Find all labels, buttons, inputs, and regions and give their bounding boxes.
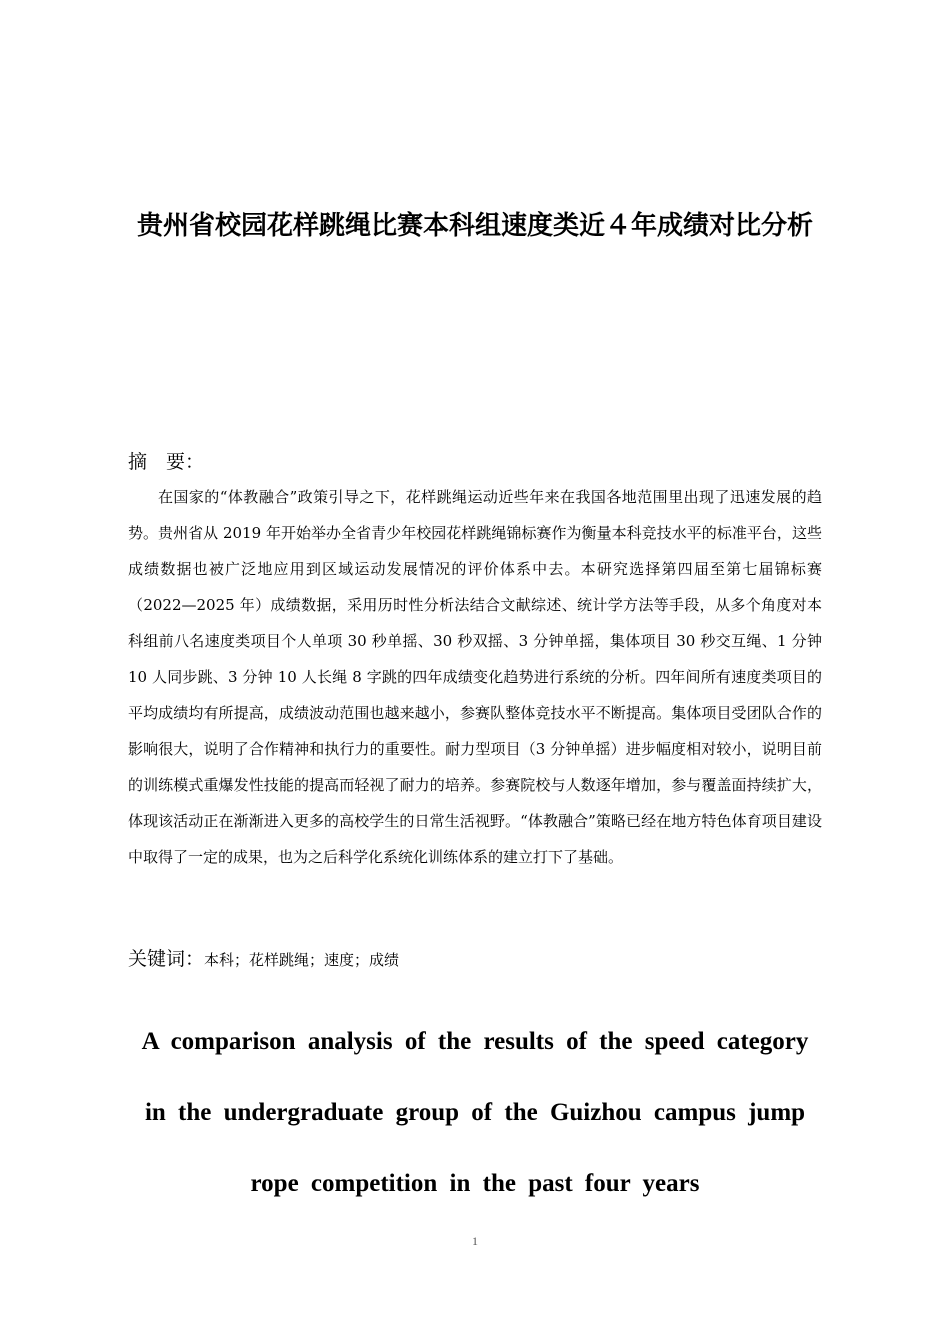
abstract-body: 在国家的“体教融合”政策引导之下，花样跳绳运动近些年来在我国各地范围里出现了迅速发展的趋势。贵州省从 2019 年开始举办全省青少年校园花样跳绳锦标赛作为衡量本科竞技水平的标准平台，这些成绩数据也被广泛地应用到区域运动发展情况的评价体系中去。本研究选择第四届至第七届锦标赛（2022—2025 年）成绩数据，采用历时性分析法结合文献综述、统计学方法等手段，从多个角度对本科组前八名速度类项目个人单项 30 秒单摇、30 秒双摇、3 分钟单摇，集体项目 30 秒交互绳、1 分钟 10 人同步跳、3 分钟 10 人长绳 8 字跳的四年成绩变化趋势进行系统的分析。四年间所有速度类项目的平均成绩均有所提高，成绩波动范围也越来越小，参赛队整体竞技水平不断提高。集体项目受团队合作的影响很大，说明了合作精神和执行力的重要性。耐力型项目（3 分钟单摇）进步幅度相对较小，说明目前的训练模式重爆发性技能的提高而轻视了耐力的培养。参赛院校与人数逐年增加，参与覆盖面持续扩大，体现该活动正在渐渐进入更多的高校学生的日常生活视野。“体教融合”策略已经在地方特色体育项目建设中取得了一定的成果，也为之后科学化系统化训练体系的建立打下了基础。 xyxy=(128,488,822,866)
abstract-heading: 摘 要： xyxy=(128,451,205,473)
keywords-label: 关键词： xyxy=(128,948,205,970)
english-title: A comparison analysis of the results of the speed category in the undergraduate group of the Guizhou campus jump rope competition in the past four years xyxy=(141,1028,809,1197)
chinese-title: 贵州省校园花样跳绳比赛本科组速度类近４年成绩对比分析 xyxy=(136,211,813,241)
page-number: 1 xyxy=(472,1234,478,1248)
keywords-value: 本科；花样跳绳；速度；成绩 xyxy=(204,951,400,969)
keywords-line xyxy=(128,944,822,975)
